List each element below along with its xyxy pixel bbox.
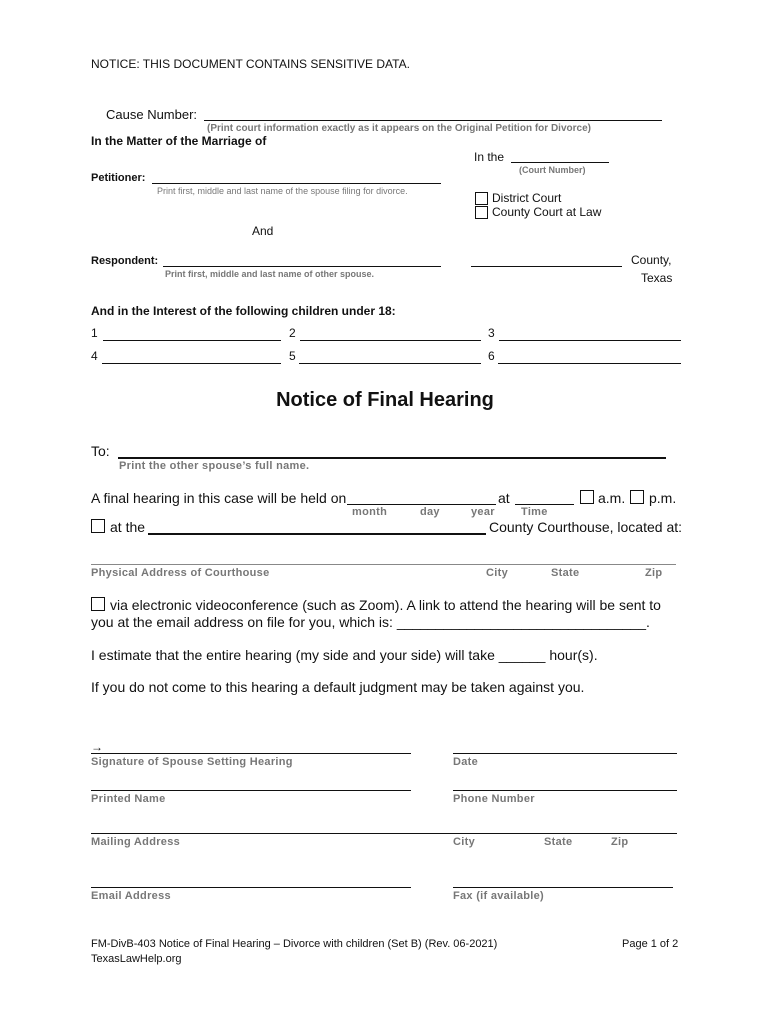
cause-number-field[interactable] xyxy=(204,120,662,121)
videoconference-checkbox[interactable] xyxy=(91,597,105,611)
mailing-city-label: City xyxy=(453,836,475,848)
printed-name-label: Printed Name xyxy=(91,793,166,805)
phone-label: Phone Number xyxy=(453,793,535,805)
printed-name-field[interactable] xyxy=(91,790,411,791)
district-court-checkbox[interactable] xyxy=(475,192,488,205)
child-6-field[interactable] xyxy=(498,363,681,364)
child-number: 4 xyxy=(91,349,98,363)
court-number-hint: (Court Number) xyxy=(519,165,586,175)
courthouse-county-field[interactable] xyxy=(148,533,486,535)
courthouse-address-field[interactable] xyxy=(91,564,676,565)
county-court-checkbox[interactable] xyxy=(475,206,488,219)
child-number: 2 xyxy=(289,326,296,340)
petitioner-hint: Print first, middle and last name of the spouse filing for divorce. xyxy=(157,186,408,196)
to-label: To: xyxy=(91,443,110,459)
am-checkbox[interactable] xyxy=(580,490,594,504)
recipient-name-field[interactable] xyxy=(118,457,666,459)
petitioner-name-field[interactable] xyxy=(152,183,441,184)
signature-label: Signature of Spouse Setting Hearing xyxy=(91,756,293,768)
child-number: 3 xyxy=(488,326,495,340)
at-text: at xyxy=(498,490,510,506)
city-label: City xyxy=(486,567,508,579)
sensitive-data-notice: NOTICE: THIS DOCUMENT CONTAINS SENSITIVE DATA. xyxy=(91,57,410,71)
child-3-field[interactable] xyxy=(499,340,681,341)
pm-checkbox[interactable] xyxy=(630,490,644,504)
month-hint: month xyxy=(352,506,388,518)
videoconference-email-text: you at the email address on file for you, which is: ________________________________. xyxy=(91,614,650,630)
hearing-time-field[interactable] xyxy=(515,504,574,505)
mailing-state-label: State xyxy=(544,836,573,848)
day-hint: day xyxy=(420,506,440,518)
hearing-date-field[interactable] xyxy=(347,504,496,505)
page-title: Notice of Final Hearing xyxy=(276,389,494,411)
phone-field[interactable] xyxy=(453,790,677,791)
court-number-field[interactable] xyxy=(511,162,609,163)
state-label: State xyxy=(551,567,580,579)
form-id: FM-DivB-403 Notice of Final Hearing – Divorce with children (Set B) (Rev. 06-2021) xyxy=(91,938,498,950)
pm-label: p.m. xyxy=(649,490,677,506)
county-label: County, xyxy=(631,253,672,267)
matter-heading: In the Matter of the Marriage of xyxy=(91,134,267,148)
respondent-name-field[interactable] xyxy=(163,266,441,267)
am-label: a.m. xyxy=(598,490,626,506)
mailing-address-label: Mailing Address xyxy=(91,836,181,848)
courthouse-checkbox[interactable] xyxy=(91,519,105,533)
mailing-zip-label: Zip xyxy=(611,836,629,848)
district-court-label: District Court xyxy=(492,191,562,205)
cause-number-label: Cause Number: xyxy=(106,107,198,122)
default-warning: If you do not come to this hearing a default judgment may be taken against you. xyxy=(91,679,585,695)
recipient-hint: Print the other spouse’s full name. xyxy=(119,460,310,472)
email-field[interactable] xyxy=(91,887,411,888)
respondent-hint: Print first, middle and last name of other spouse. xyxy=(165,269,375,279)
cause-number-hint: (Print court information exactly as it appears on the Original Petition for Divorce) xyxy=(207,123,591,134)
page-number: Page 1 of 2 xyxy=(622,938,679,950)
fax-field[interactable] xyxy=(453,887,673,888)
texas-label: Texas xyxy=(641,271,673,285)
fax-label: Fax (if available) xyxy=(453,890,544,902)
county-name-field[interactable] xyxy=(471,266,622,267)
child-4-field[interactable] xyxy=(102,363,281,364)
signature-field[interactable] xyxy=(91,753,411,754)
child-5-field[interactable] xyxy=(299,363,481,364)
respondent-label: Respondent: xyxy=(91,255,159,267)
courthouse-text: County Courthouse, located at: xyxy=(489,519,683,535)
videoconference-text: via electronic videoconference (such as Zoom). A link to attend the hearing will be sent to xyxy=(110,597,661,613)
child-1-field[interactable] xyxy=(103,340,281,341)
in-the-label: In the xyxy=(474,150,505,164)
child-number: 6 xyxy=(488,349,495,363)
petitioner-label: Petitioner: xyxy=(91,172,146,184)
county-court-label: County Court at Law xyxy=(492,205,602,219)
and-label: And xyxy=(252,224,274,238)
estimate-text: I estimate that the entire hearing (my side and your side) will take ______ hour(s). xyxy=(91,647,598,663)
address-label: Physical Address of Courthouse xyxy=(91,567,270,579)
child-number: 5 xyxy=(289,349,296,363)
child-2-field[interactable] xyxy=(300,340,481,341)
site-name: TexasLawHelp.org xyxy=(91,953,182,965)
mailing-address-field[interactable] xyxy=(91,833,677,834)
held-on-text: A final hearing in this case will be held on xyxy=(91,490,347,506)
year-hint: year xyxy=(471,506,495,518)
date-label: Date xyxy=(453,756,479,768)
time-hint: Time xyxy=(521,506,548,518)
zip-label: Zip xyxy=(645,567,663,579)
date-field[interactable] xyxy=(453,753,677,754)
arrow-icon: → xyxy=(91,740,103,754)
child-number: 1 xyxy=(91,326,98,340)
at-the-text: at the xyxy=(110,519,146,535)
children-heading: And in the Interest of the following children under 18: xyxy=(91,304,396,318)
email-label: Email Address xyxy=(91,890,171,902)
